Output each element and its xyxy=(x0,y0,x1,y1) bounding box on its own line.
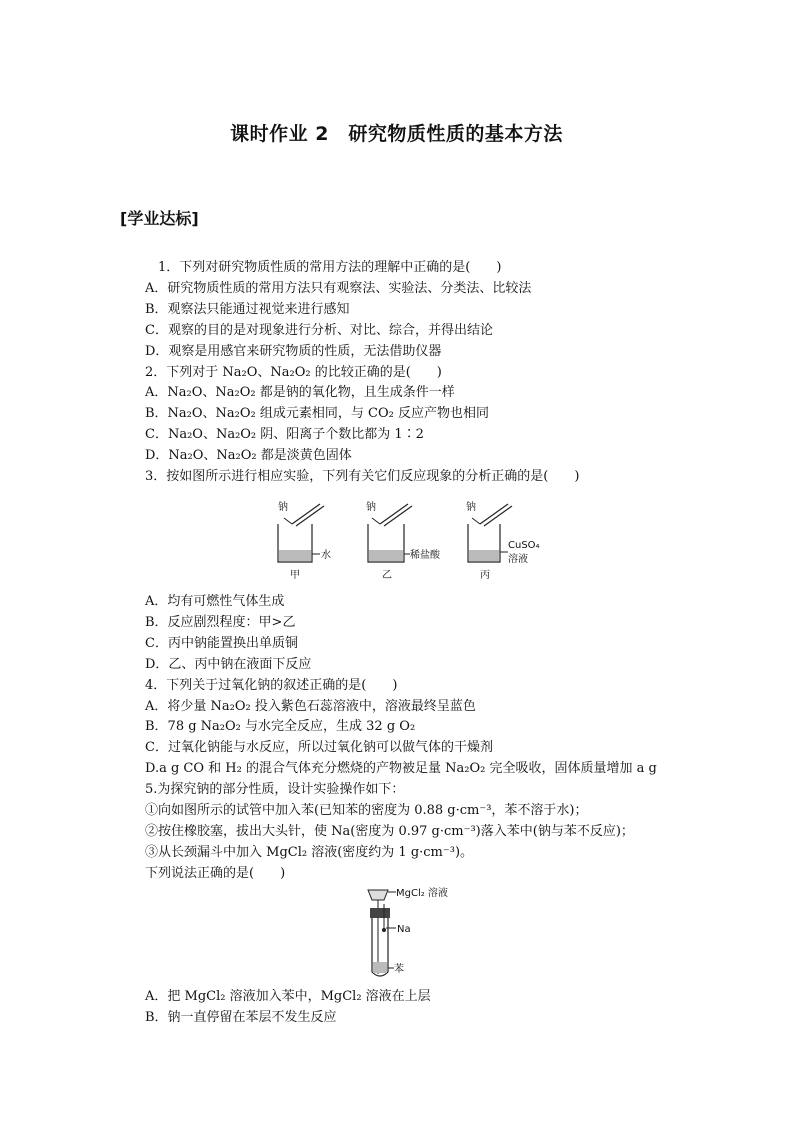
question-block-3 xyxy=(145,987,705,1029)
text-line: 1．下列对研究物质性质的常用方法的理解中正确的是( ) xyxy=(145,260,502,275)
text-line: D.a g CO 和 H₂ 的混合气体充分燃烧的产物被足量 Na₂O₂ 完全吸收，固体质量增加 a g xyxy=(145,761,657,777)
beaker-bing xyxy=(466,500,540,581)
text-line: 4．下列关于过氧化钠的叙述正确的是( ) xyxy=(145,677,398,693)
text-line: A．Na₂O、Na₂O₂ 都是钠的氧化物，且生成条件一样 xyxy=(145,385,455,401)
text-line: ③从长颈漏斗中加入 MgCl₂ 溶液(密度约为 1 g·cm⁻³)。 xyxy=(145,844,474,860)
beaker-jia xyxy=(278,500,331,581)
sodium-label: 钠 xyxy=(466,502,476,513)
solution-label: 溶液 xyxy=(508,554,528,565)
question-block-2 xyxy=(145,592,705,885)
text-line: B．78 g Na₂O₂ 与水完全反应，生成 32 g O₂ xyxy=(145,719,416,735)
text-line: 2．下列对于 Na₂O、Na₂O₂ 的比较正确的是( ) xyxy=(145,364,442,380)
text-line: C．丙中钠能置换出单质铜 xyxy=(145,635,298,651)
caption-jia: 甲 xyxy=(290,570,300,581)
acid-label: 稀盐酸 xyxy=(410,550,440,561)
caption-yi: 乙 xyxy=(382,570,392,581)
question-block-1 xyxy=(145,258,705,488)
text-line: A．将少量 Na₂O₂ 投入紫色石蕊溶液中，溶液最终呈蓝色 xyxy=(145,698,476,714)
beaker-yi xyxy=(366,500,441,581)
text-line: ②按住橡胶塞，拔出大头针，使 Na(密度为 0.97 g·cm⁻³)落入苯中(钠与苯不反应)； xyxy=(145,823,634,839)
benzene-label: 苯 xyxy=(394,964,404,975)
text-line: 下列说法正确的是( ) xyxy=(145,865,286,881)
text-line: ①向如图所示的试管中加入苯(已知苯的密度为 0.88 g·cm⁻³，苯不溶于水)； xyxy=(145,803,588,819)
sodium-label: 钠 xyxy=(366,502,376,513)
na-label: Na xyxy=(397,924,411,935)
text-line: A．均有可燃性气体生成 xyxy=(145,594,285,609)
page-title: 课时作业 2 研究物质性质的基本方法 xyxy=(230,123,563,145)
text-line: B．观察法只能通过视觉来进行感知 xyxy=(145,301,350,317)
text-line: C．过氧化钠能与水反应，所以过氧化钠可以做气体的干燥剂 xyxy=(145,740,493,756)
text-line: C．观察的目的是对现象进行分析、对比、综合，并得出结论 xyxy=(145,322,493,338)
sodium-label: 钠 xyxy=(278,502,288,513)
figure-sodium-experiments xyxy=(270,496,560,584)
text-line: C．Na₂O、Na₂O₂ 阴、阳离子个数比都为 1∶2 xyxy=(145,427,424,443)
text-line: B．Na₂O、Na₂O₂ 组成元素相同，与 CO₂ 反应产物也相同 xyxy=(145,406,489,422)
section-heading: [学业达标] xyxy=(120,209,199,228)
mgcl2-label: MgCl₂ 溶液 xyxy=(396,888,448,899)
text-line: D．观察是用感官来研究物质的性质，无法借助仪器 xyxy=(145,343,442,359)
text-line: D．Na₂O、Na₂O₂ 都是淡黄色固体 xyxy=(145,448,352,464)
text-line: A．把 MgCl₂ 溶液加入苯中，MgCl₂ 溶液在上层 xyxy=(145,989,431,1004)
figure-test-tube xyxy=(362,886,502,982)
cuso4-label: CuSO₄ xyxy=(508,540,540,551)
text-line: A．研究物质性质的常用方法只有观察法、实验法、分类法、比较法 xyxy=(145,280,532,296)
text-line: 5.为探究钠的部分性质，设计实验操作如下： xyxy=(145,782,405,798)
water-label: 水 xyxy=(321,550,331,561)
text-line: D．乙、丙中钠在液面下反应 xyxy=(145,656,312,672)
text-line: 3．按如图所示进行相应实验，下列有关它们反应现象的分析正确的是( ) xyxy=(145,469,580,485)
text-line: B．钠一直停留在苯层不发生反应 xyxy=(145,1009,337,1025)
caption-bing: 丙 xyxy=(480,570,490,581)
text-line: B．反应剧烈程度：甲>乙 xyxy=(145,614,296,630)
